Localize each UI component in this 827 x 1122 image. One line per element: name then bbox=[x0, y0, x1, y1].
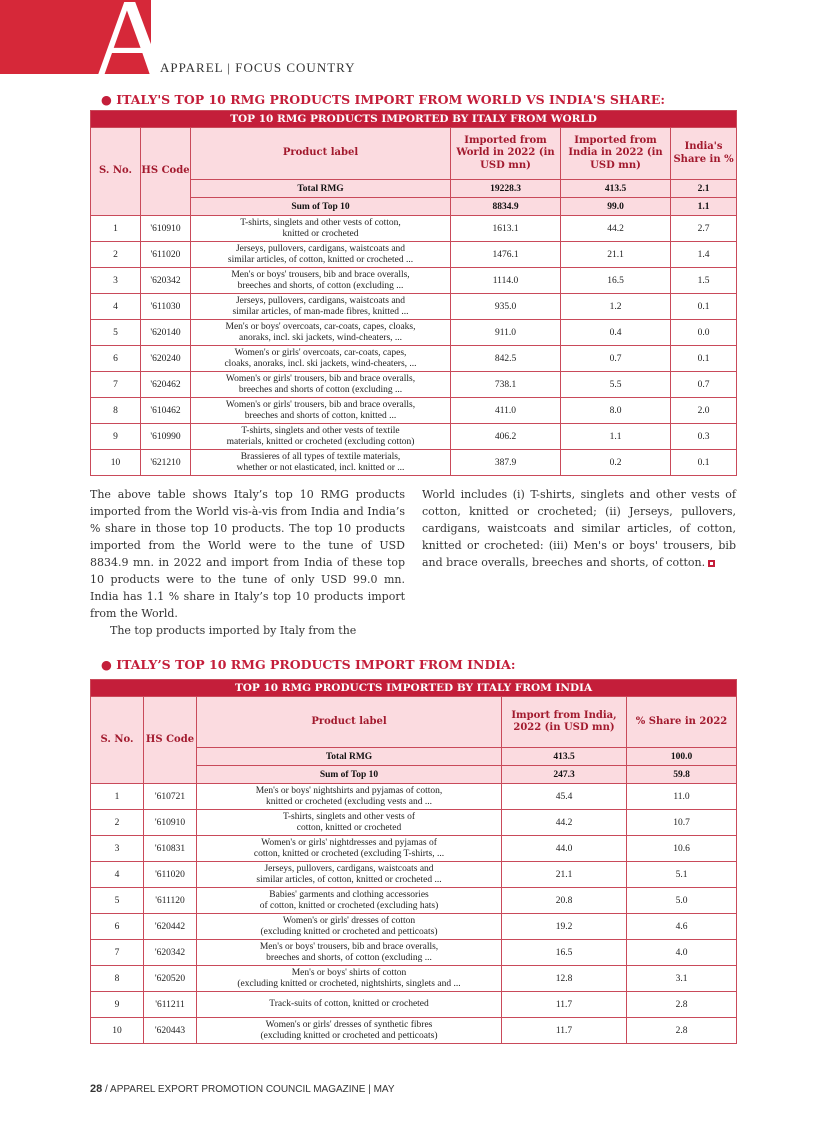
sno-cell: 8 bbox=[91, 966, 144, 992]
product-label-line: knitted or crocheted (excluding vests and ... bbox=[266, 796, 432, 807]
sno-cell: 1 bbox=[91, 216, 141, 242]
end-mark-icon bbox=[708, 560, 715, 567]
table-row bbox=[91, 320, 737, 346]
sno-cell: 4 bbox=[91, 294, 141, 320]
sno-cell: 9 bbox=[91, 992, 144, 1018]
share-cell: 0.1 bbox=[671, 450, 737, 476]
india-value-cell: 44.2 bbox=[502, 810, 627, 836]
share-cell: 3.1 bbox=[627, 966, 737, 992]
share-cell: 11.0 bbox=[627, 784, 737, 810]
world-value-cell: 1476.1 bbox=[451, 242, 561, 268]
sno-cell: 7 bbox=[91, 372, 141, 398]
page-number: 28 bbox=[90, 1083, 103, 1095]
product-label-line: T-shirts, singlets and other vests of cotton, bbox=[240, 217, 401, 228]
product-label-line: T-shirts, singlets and other vests of bbox=[282, 811, 416, 822]
product-label-cell bbox=[191, 398, 451, 424]
world-import-table bbox=[90, 110, 737, 476]
table-row bbox=[91, 268, 737, 294]
hs-code-cell: '610721 bbox=[144, 784, 197, 810]
product-label-line: Jerseys, pullovers, cardigans, waistcoats and bbox=[264, 863, 434, 874]
sno-cell: 9 bbox=[91, 424, 141, 450]
sno-cell: 10 bbox=[91, 1018, 144, 1044]
share-cell: 0.1 bbox=[671, 294, 737, 320]
product-label-line: cloaks, anoraks, incl. ski jackets, wind-cheaters, ... bbox=[224, 358, 417, 369]
hs-code-cell: '611211 bbox=[144, 992, 197, 1018]
product-label-line: (excluding knitted or crocheted, nightshirts, singlets and ... bbox=[237, 978, 461, 989]
product-label-cell bbox=[197, 966, 502, 992]
product-label-line: Jerseys, pullovers, cardigans, waistcoats and bbox=[235, 243, 406, 254]
product-label-line: cotton, knitted or crocheted bbox=[296, 822, 402, 833]
product-label-cell bbox=[197, 810, 502, 836]
col-header-hs-code: HS Code bbox=[141, 128, 191, 216]
india-value-cell: 12.8 bbox=[502, 966, 627, 992]
total-value: 247.3 bbox=[502, 766, 627, 784]
hs-code-cell: '620443 bbox=[144, 1018, 197, 1044]
share-cell: 4.0 bbox=[627, 940, 737, 966]
hs-code-cell: '610831 bbox=[144, 836, 197, 862]
product-label-line: Women's or girls' trousers, bib and brace overalls, bbox=[225, 399, 416, 410]
hs-code-cell: '620140 bbox=[141, 320, 191, 346]
product-label-cell bbox=[197, 862, 502, 888]
total-share: 1.1 bbox=[671, 198, 737, 216]
share-cell: 4.6 bbox=[627, 914, 737, 940]
world-value-cell: 911.0 bbox=[451, 320, 561, 346]
section2-heading: ● ITALY’S TOP 10 RMG PRODUCTS IMPORT FROM INDIA: bbox=[101, 657, 516, 672]
sno-cell: 2 bbox=[91, 242, 141, 268]
hs-code-cell: '610910 bbox=[141, 216, 191, 242]
product-label-cell bbox=[197, 888, 502, 914]
india-value-cell: 11.7 bbox=[502, 1018, 627, 1044]
product-label-cell bbox=[197, 1018, 502, 1044]
total-share: 100.0 bbox=[627, 748, 737, 766]
share-cell: 0.3 bbox=[671, 424, 737, 450]
product-label-cell bbox=[191, 268, 451, 294]
product-label-line: Babies' garments and clothing accessories bbox=[269, 889, 429, 900]
product-label-line: Men's or boys' nightshirts and pyjamas of cotton, bbox=[255, 785, 443, 796]
col-header-hs-code: HS Code bbox=[144, 697, 197, 784]
india-value-cell: 44.0 bbox=[502, 836, 627, 862]
total-label: Sum of Top 10 bbox=[191, 198, 451, 216]
share-cell: 0.1 bbox=[671, 346, 737, 372]
sno-cell: 6 bbox=[91, 914, 144, 940]
india-value-cell: 5.5 bbox=[561, 372, 671, 398]
india-value-cell: 0.2 bbox=[561, 450, 671, 476]
total-value: 413.5 bbox=[502, 748, 627, 766]
product-label-cell bbox=[191, 320, 451, 346]
col-header-world: Imported from World in 2022 (in USD mn) bbox=[451, 128, 561, 180]
share-cell: 1.5 bbox=[671, 268, 737, 294]
table-caption: TOP 10 RMG PRODUCTS IMPORTED BY ITALY FROM WORLD bbox=[91, 111, 737, 128]
product-label-cell bbox=[197, 836, 502, 862]
col-header-india: Imported from India in 2022 (in USD mn) bbox=[561, 128, 671, 180]
page-footer bbox=[90, 1083, 395, 1095]
sno-cell: 3 bbox=[91, 268, 141, 294]
share-cell: 2.8 bbox=[627, 992, 737, 1018]
product-label-line: Men's or boys' trousers, bib and brace overalls, bbox=[231, 269, 410, 280]
product-label-line: similar articles, of man-made fibres, knitted ... bbox=[232, 306, 409, 317]
product-label-line: Women's or girls' dresses of synthetic fibres bbox=[265, 1019, 433, 1030]
hs-code-cell: '610910 bbox=[144, 810, 197, 836]
india-value-cell: 21.1 bbox=[561, 242, 671, 268]
total-share: 2.1 bbox=[671, 180, 737, 198]
product-label-cell bbox=[191, 424, 451, 450]
table-row bbox=[91, 992, 737, 1018]
product-label-cell bbox=[191, 346, 451, 372]
product-label-cell bbox=[197, 784, 502, 810]
table-row bbox=[91, 450, 737, 476]
product-label-line: Women's or girls' dresses of cotton bbox=[282, 915, 416, 926]
hs-code-cell: '611030 bbox=[141, 294, 191, 320]
analysis-column-right bbox=[422, 486, 736, 571]
india-value-cell: 20.8 bbox=[502, 888, 627, 914]
share-cell: 2.0 bbox=[671, 398, 737, 424]
hs-code-cell: '620442 bbox=[144, 914, 197, 940]
total-world: 8834.9 bbox=[451, 198, 561, 216]
sno-cell: 5 bbox=[91, 320, 141, 346]
share-cell: 0.0 bbox=[671, 320, 737, 346]
sno-cell: 2 bbox=[91, 810, 144, 836]
table-row bbox=[91, 966, 737, 992]
section1-heading: ● ITALY'S TOP 10 RMG PRODUCTS IMPORT FROM WORLD VS INDIA'S SHARE: bbox=[101, 92, 665, 107]
india-value-cell: 16.5 bbox=[502, 940, 627, 966]
sno-cell: 1 bbox=[91, 784, 144, 810]
world-value-cell: 1114.0 bbox=[451, 268, 561, 294]
hs-code-cell: '620520 bbox=[144, 966, 197, 992]
product-label-cell bbox=[197, 940, 502, 966]
analysis-paragraph: The above table shows Italy’s top 10 RMG products imported from the World vis-à-vis from India and India’s % share in those top 10 products. The top 10 products imported from the World were to the tune of USD 8834.9 mn. in 2022 and import from India of these top 10 products were to the tune of only USD 99.0 mn. India has 1.1 % share in Italy’s top 10 products import from the World. bbox=[90, 488, 405, 620]
product-label-line: breeches and shorts of cotton (excluding ... bbox=[238, 384, 403, 395]
magazine-logo bbox=[0, 0, 174, 106]
product-label-line: Women's or girls' nightdresses and pyjamas of bbox=[261, 837, 437, 848]
world-value-cell: 842.5 bbox=[451, 346, 561, 372]
total-world: 19228.3 bbox=[451, 180, 561, 198]
table-row bbox=[91, 836, 737, 862]
product-label-cell bbox=[191, 216, 451, 242]
col-header-product-label: Product label bbox=[191, 128, 451, 180]
product-label-cell bbox=[197, 914, 502, 940]
india-value-cell: 21.1 bbox=[502, 862, 627, 888]
table-row bbox=[91, 888, 737, 914]
product-label-cell bbox=[191, 242, 451, 268]
product-label-line: Jerseys, pullovers, cardigans, waistcoats and bbox=[235, 295, 406, 306]
india-value-cell: 19.2 bbox=[502, 914, 627, 940]
product-label-line: breeches and shorts, of cotton (excluding ... bbox=[237, 280, 404, 291]
share-cell: 2.8 bbox=[627, 1018, 737, 1044]
product-label-line: Men's or boys' shirts of cotton bbox=[291, 967, 407, 978]
product-label-cell bbox=[197, 992, 502, 1018]
india-value-cell: 1.2 bbox=[561, 294, 671, 320]
hs-code-cell: '620342 bbox=[141, 268, 191, 294]
share-cell: 5.0 bbox=[627, 888, 737, 914]
hs-code-cell: '621210 bbox=[141, 450, 191, 476]
india-value-cell: 0.7 bbox=[561, 346, 671, 372]
product-label-line: Track-suits of cotton, knitted or crocheted bbox=[269, 999, 429, 1010]
product-label-line: breeches and shorts, of cotton (excluding ... bbox=[266, 952, 432, 963]
hs-code-cell: '610462 bbox=[141, 398, 191, 424]
product-label-line: cotton, knitted or crocheted (excluding T-shirts, ... bbox=[253, 848, 445, 859]
hs-code-cell: '611020 bbox=[141, 242, 191, 268]
table-row bbox=[91, 346, 737, 372]
sno-cell: 4 bbox=[91, 862, 144, 888]
hs-code-cell: '620462 bbox=[141, 372, 191, 398]
hs-code-cell: '620342 bbox=[144, 940, 197, 966]
sno-cell: 7 bbox=[91, 940, 144, 966]
table-row bbox=[91, 940, 737, 966]
product-label-line: (excluding knitted or crocheted and petticoats) bbox=[260, 926, 438, 937]
table-row bbox=[91, 810, 737, 836]
world-value-cell: 411.0 bbox=[451, 398, 561, 424]
analysis-paragraph: The top products imported by Italy from the bbox=[110, 624, 357, 637]
total-india: 99.0 bbox=[561, 198, 671, 216]
product-label-line: of cotton, knitted or crocheted (excluding hats) bbox=[259, 900, 439, 911]
share-cell: 2.7 bbox=[671, 216, 737, 242]
col-header-share: % Share in 2022 bbox=[627, 697, 737, 748]
col-header-product-label: Product label bbox=[197, 697, 502, 748]
table-row bbox=[91, 424, 737, 450]
col-header-india-import: Import from India, 2022 (in USD mn) bbox=[502, 697, 627, 748]
footer-text: / APPAREL EXPORT PROMOTION COUNCIL MAGAZINE | MAY bbox=[105, 1084, 395, 1095]
sno-cell: 8 bbox=[91, 398, 141, 424]
product-label-line: breeches and shorts of cotton, knitted ... bbox=[244, 410, 397, 421]
hs-code-cell: '611120 bbox=[144, 888, 197, 914]
table-row bbox=[91, 398, 737, 424]
product-label-line: (excluding knitted or crocheted and petticoats) bbox=[260, 1030, 438, 1041]
logo-letter: A bbox=[88, 0, 174, 106]
table-row bbox=[91, 1018, 737, 1044]
product-label-line: materials, knitted or crocheted (excluding cotton) bbox=[226, 436, 415, 447]
analysis-paragraph bbox=[422, 486, 736, 571]
total-india: 413.5 bbox=[561, 180, 671, 198]
product-label-line: Brassieres of all types of textile materials, bbox=[240, 451, 401, 462]
share-cell: 10.6 bbox=[627, 836, 737, 862]
world-value-cell: 738.1 bbox=[451, 372, 561, 398]
sno-cell: 5 bbox=[91, 888, 144, 914]
product-label-cell bbox=[191, 372, 451, 398]
analysis-column-left bbox=[90, 486, 405, 639]
table-row bbox=[91, 216, 737, 242]
sno-cell: 6 bbox=[91, 346, 141, 372]
share-cell: 1.4 bbox=[671, 242, 737, 268]
table-row bbox=[91, 862, 737, 888]
total-share: 59.8 bbox=[627, 766, 737, 784]
share-cell: 0.7 bbox=[671, 372, 737, 398]
product-label-line: Men's or boys' trousers, bib and brace overalls, bbox=[259, 941, 439, 952]
product-label-cell bbox=[191, 294, 451, 320]
table-row bbox=[91, 784, 737, 810]
table-row bbox=[91, 914, 737, 940]
world-value-cell: 406.2 bbox=[451, 424, 561, 450]
share-cell: 10.7 bbox=[627, 810, 737, 836]
india-value-cell: 0.4 bbox=[561, 320, 671, 346]
world-value-cell: 1613.1 bbox=[451, 216, 561, 242]
world-value-cell: 387.9 bbox=[451, 450, 561, 476]
sno-cell: 3 bbox=[91, 836, 144, 862]
table-row bbox=[91, 242, 737, 268]
india-value-cell: 16.5 bbox=[561, 268, 671, 294]
product-label-line: Women's or girls' trousers, bib and brace overalls, bbox=[225, 373, 416, 384]
product-label-cell bbox=[191, 450, 451, 476]
product-label-line: Men's or boys' overcoats, car-coats, capes, cloaks, bbox=[225, 321, 416, 332]
section-label: APPAREL | FOCUS COUNTRY bbox=[160, 60, 356, 75]
share-cell: 5.1 bbox=[627, 862, 737, 888]
product-label-line: similar articles, of cotton, knitted or crocheted ... bbox=[256, 874, 442, 885]
product-label-line: similar articles, of cotton, knitted or crocheted ... bbox=[227, 254, 414, 265]
sno-cell: 10 bbox=[91, 450, 141, 476]
india-value-cell: 45.4 bbox=[502, 784, 627, 810]
table-caption: TOP 10 RMG PRODUCTS IMPORTED BY ITALY FROM INDIA bbox=[91, 680, 737, 697]
product-label-line: Women's or girls' overcoats, car-coats, capes, bbox=[234, 347, 407, 358]
col-header-sno: S. No. bbox=[91, 128, 141, 216]
hs-code-cell: '611020 bbox=[144, 862, 197, 888]
hs-code-cell: '620240 bbox=[141, 346, 191, 372]
india-value-cell: 44.2 bbox=[561, 216, 671, 242]
total-label: Total RMG bbox=[191, 180, 451, 198]
india-import-table bbox=[90, 679, 737, 1044]
table-row bbox=[91, 372, 737, 398]
india-value-cell: 1.1 bbox=[561, 424, 671, 450]
india-value-cell: 11.7 bbox=[502, 992, 627, 1018]
col-header-sno: S. No. bbox=[91, 697, 144, 784]
world-value-cell: 935.0 bbox=[451, 294, 561, 320]
table-row bbox=[91, 294, 737, 320]
product-label-line: T-shirts, singlets and other vests of textile bbox=[241, 425, 400, 436]
india-value-cell: 8.0 bbox=[561, 398, 671, 424]
total-label: Sum of Top 10 bbox=[197, 766, 502, 784]
col-header-share: India's Share in % bbox=[671, 128, 737, 180]
analysis-text: World includes (i) T-shirts, singlets and other vests of cotton, knitted or crocheted; (ii) Jerseys, pullovers, cardigans, waistcoats and similar articles, of cotton, knitted or crocheted: (iii) Men's or boys' trousers, bib and brace overalls, breeches and shorts, of cotton. bbox=[422, 488, 736, 569]
product-label-line: whether or not elasticated, incl. knitted or ... bbox=[236, 462, 405, 473]
product-label-line: knitted or crocheted bbox=[282, 228, 359, 239]
hs-code-cell: '610990 bbox=[141, 424, 191, 450]
product-label-line: anoraks, incl. ski jackets, wind-cheaters, ... bbox=[238, 332, 403, 343]
total-label: Total RMG bbox=[197, 748, 502, 766]
